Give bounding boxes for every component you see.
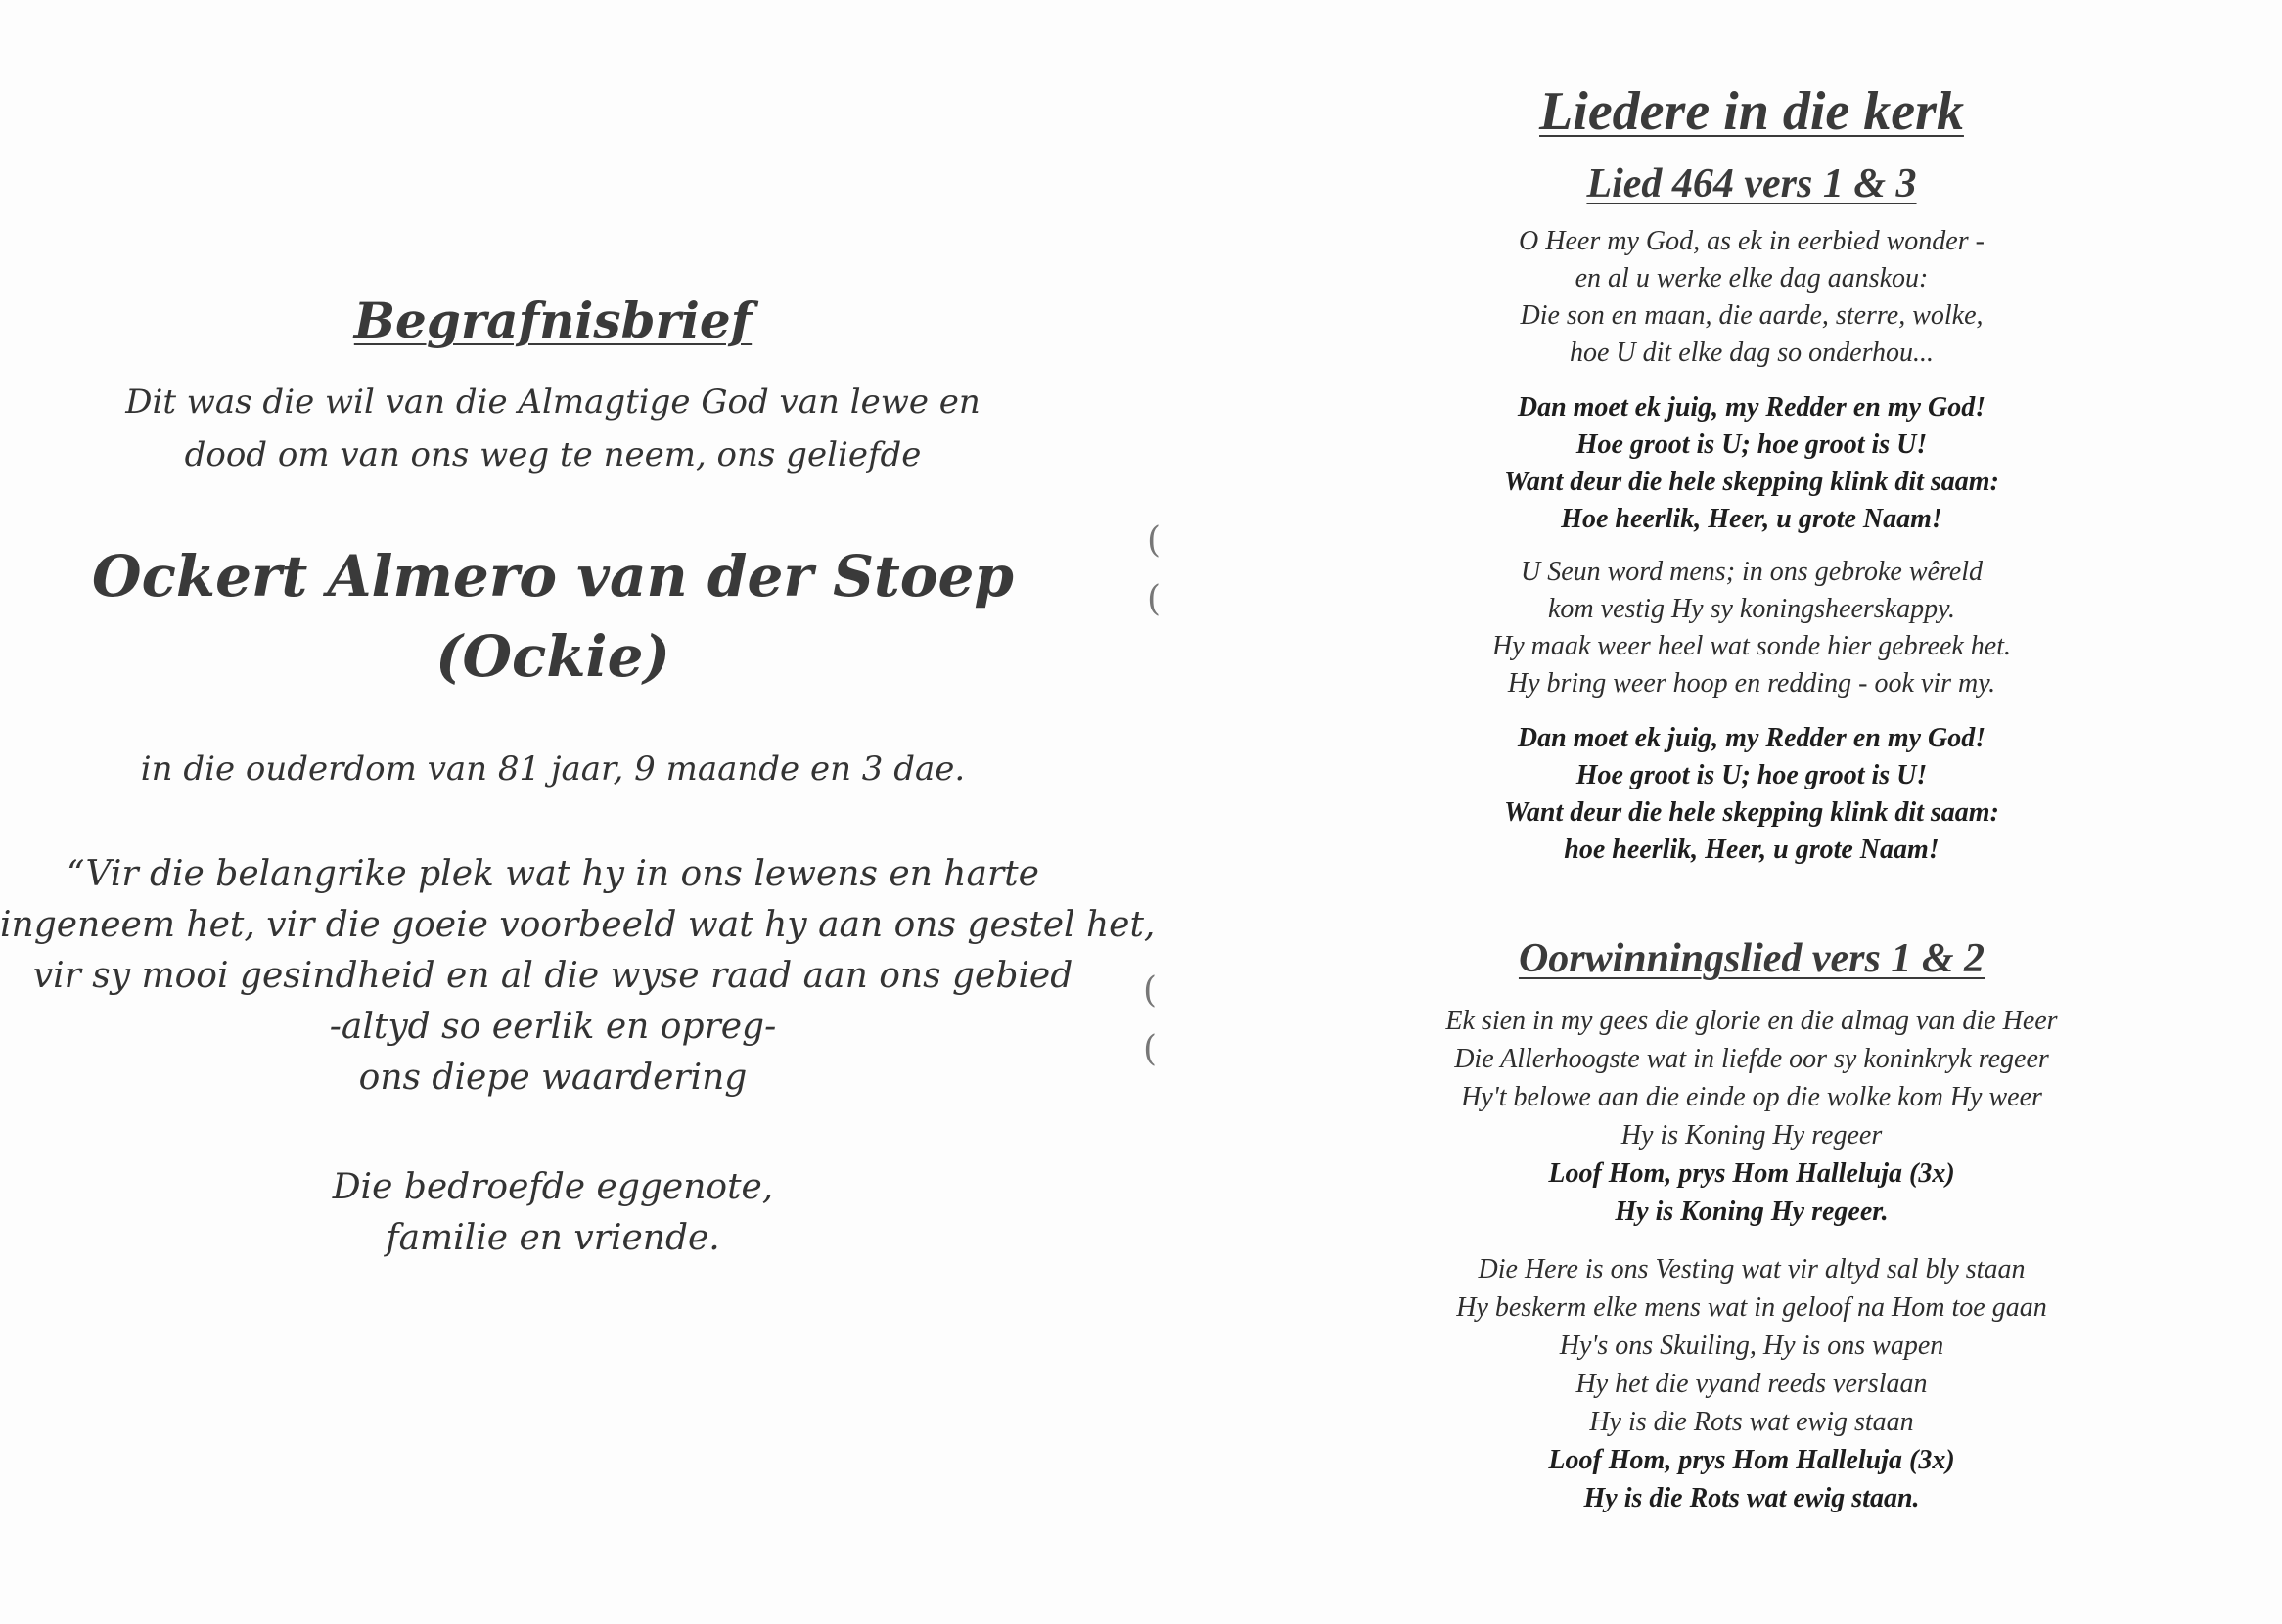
song1-chorus2: [1262, 720, 2241, 869]
lyric-line: en al u werke elke dag aanskou:: [1575, 263, 1929, 293]
lyric-line: Hy bring weer hoop en redding - ook vir my.: [1507, 668, 1996, 699]
quote-line: “Vir die belangrike plek wat hy in ons lewens en harte: [67, 854, 1039, 894]
signoff: [0, 1162, 1106, 1264]
lied-464-heading: Lied 464 vers 1 & 3: [1586, 161, 1917, 206]
intro-line: Dit was die wil van die Almagtige God van lewe en: [125, 383, 981, 422]
lyric-line: Hy't belowe aan die einde op die wolke kom Hy weer: [1461, 1082, 2042, 1112]
hymns-title: [1262, 80, 2241, 143]
quote-line: vir sy mooi gesindheid en al die wyse raad aan ons gebied: [32, 956, 1073, 996]
lyric-line: Hy beskerm elke mens wat in geloof na Hom toe gaan: [1456, 1292, 2047, 1323]
quote-line: ingeneem het, vir die goeie voorbeeld wat hy aan ons gestel het,: [0, 905, 1156, 945]
page-title: [0, 292, 1106, 349]
right-panel: [1262, 0, 2241, 1624]
liedere-heading: Liedere in die kerk: [1539, 81, 1964, 142]
refrain-line: Hy is Koning Hy regeer.: [1615, 1196, 1889, 1227]
chorus-line: Dan moet ek juig, my Redder en my God!: [1517, 723, 1986, 753]
lyric-line: Hy is Koning Hy regeer: [1620, 1120, 1883, 1150]
lyric-line: Die Allerhoogste wat in liefde oor sy koninkryk regeer: [1454, 1044, 2049, 1074]
lyric-line: Ek sien in my gees die glorie en die almag van die Heer: [1445, 1006, 2058, 1036]
lyric-line: Die Here is ons Vesting wat vir altyd sal bly staan: [1478, 1254, 2026, 1285]
lyric-line: Hy het die vyand reeds verslaan: [1575, 1369, 1928, 1399]
tribute-quote: [0, 849, 1156, 1104]
chorus-line: hoe heerlik, Heer, u grote Naam!: [1564, 835, 1940, 865]
lyric-line: O Heer my God, as ek in eerbied wonder -: [1519, 226, 1985, 256]
staple-mark: (: [1143, 970, 1158, 1011]
song1-chorus1: [1262, 389, 2241, 538]
chorus-line: Hoe groot is U; hoe groot is U!: [1575, 429, 1928, 460]
chorus-line: Hoe heerlik, Heer, u grote Naam!: [1561, 504, 1942, 534]
quote-line: -altyd so eerlik en opreg-: [329, 1007, 777, 1047]
song1-stanza1: [1262, 223, 2241, 372]
deceased-name: [0, 536, 1106, 697]
begrafnisbrief-heading: Begrafnisbrief: [353, 292, 753, 349]
signoff-line: Die bedroefde eggenote,: [332, 1167, 774, 1207]
nickname: (Ockie): [435, 623, 670, 690]
intro-text: [0, 376, 1106, 481]
lyric-line: hoe U dit elke dag so onderhou...: [1570, 338, 1934, 368]
song2-verse1: [1262, 1002, 2241, 1231]
refrain-line: Hy is die Rots wat ewig staan.: [1583, 1483, 1920, 1513]
oorwinningslied-heading: Oorwinningslied vers 1 & 2: [1518, 936, 1985, 981]
lyric-line: U Seun word mens; in ons gebroke wêreld: [1520, 557, 1984, 587]
quote-line: ons diepe waardering: [358, 1058, 748, 1098]
lyric-line: Hy's ons Skuiling, Hy is ons wapen: [1559, 1331, 1944, 1361]
staple-mark: (: [1147, 579, 1162, 619]
song2-heading: [1262, 935, 2241, 982]
lyric-line: Hy is die Rots wat ewig staan: [1589, 1407, 1914, 1437]
refrain-line: Loof Hom, prys Hom Halleluja (3x): [1548, 1445, 1955, 1475]
chorus-line: Hoe groot is U; hoe groot is U!: [1575, 760, 1928, 790]
staple-mark: (: [1147, 520, 1162, 561]
lyric-line: Die son en maan, die aarde, sterre, wolke,: [1520, 300, 1984, 331]
song2-verse2: [1262, 1250, 2241, 1517]
staple-mark: (: [1143, 1029, 1158, 1069]
lyric-line: kom vestig Hy sy koningsheerskappy.: [1548, 594, 1955, 624]
lyric-line: Hy maak weer heel wat sonde hier gebreek het.: [1491, 631, 2012, 661]
song1-heading: [1262, 160, 2241, 207]
chorus-line: Dan moet ek juig, my Redder en my God!: [1517, 392, 1986, 423]
signoff-line: familie en vriende.: [386, 1218, 720, 1258]
chorus-line: Want deur die hele skepping klink dit saam:: [1504, 467, 1999, 497]
intro-line: dood om van ons weg te neem, ons geliefde: [184, 435, 922, 474]
full-name: Ockert Almero van der Stoep: [92, 543, 1014, 609]
song1-stanza2: [1262, 554, 2241, 702]
age-text: in die ouderdom van 81 jaar, 9 maande en 3 dae.: [140, 749, 966, 789]
chorus-line: Want deur die hele skepping klink dit saam:: [1504, 797, 1999, 828]
refrain-line: Loof Hom, prys Hom Halleluja (3x): [1548, 1158, 1955, 1189]
